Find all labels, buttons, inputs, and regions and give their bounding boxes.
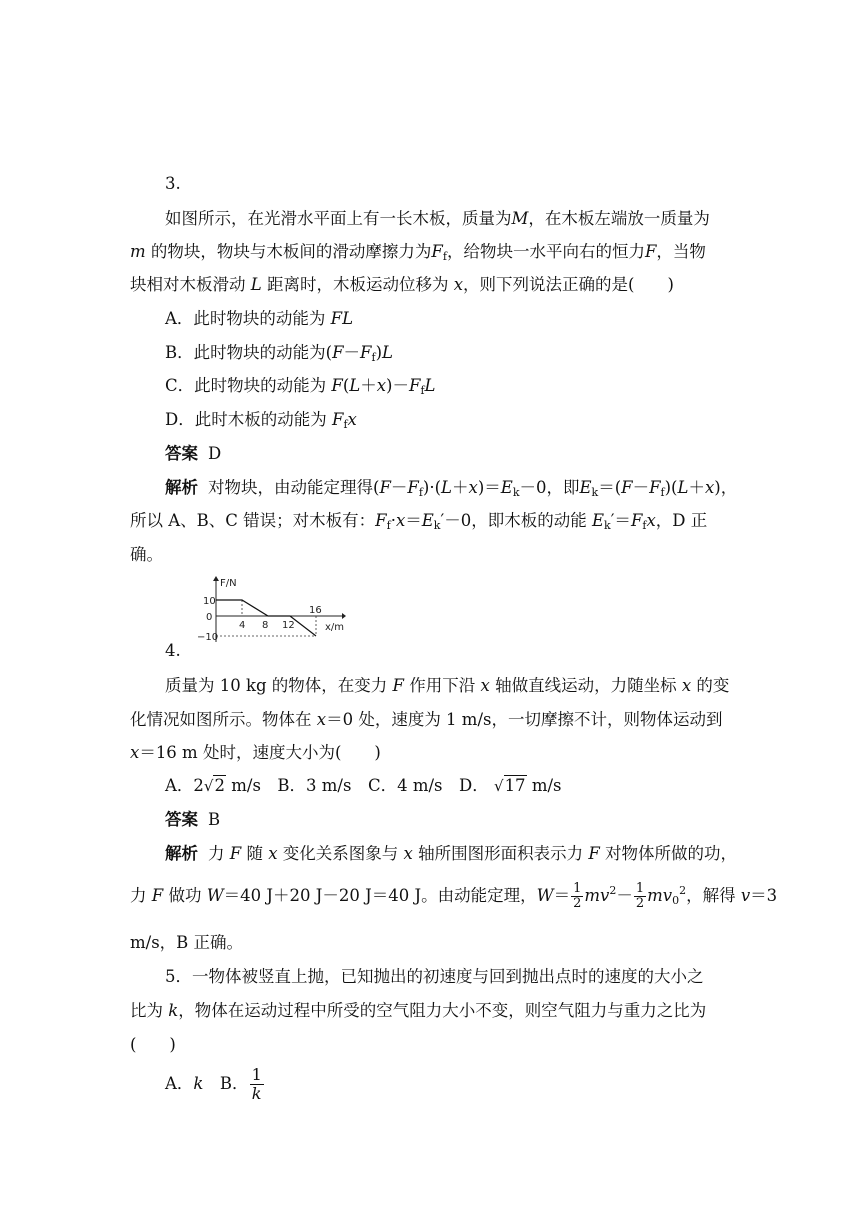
q4-analysis-line-2: 力 F 做功 W＝40 J＋20 J－20 J＝40 J。由动能定理，W＝ $\frac{1}{2}$ $mv^2-$ $\frac{1}{2}$ $mv_0^2$，解得 v＝3: [130, 881, 778, 911]
x-tick-4: 4: [239, 620, 246, 631]
q4-option-c: C．4 m/s: [367, 776, 443, 795]
q5-options: [165, 1064, 765, 1104]
question-4-number: 4.: [165, 641, 181, 660]
fraction-one-over-k: $\frac{1}{k}$: [251, 1065, 262, 1103]
q5-stem-line-3: ( ): [130, 1035, 176, 1054]
y-axis-arrow: [213, 576, 219, 581]
q4-analysis-line-3: m/s，B 正确。: [130, 933, 244, 952]
q3-option-b: B．此时物块的动能为$(F-F_f)L$: [165, 343, 393, 364]
y-tick-10: 10: [203, 596, 216, 607]
q3-option-c: C．此时物块的动能为 $F(L+x)-F_fL$: [165, 376, 436, 397]
x-tick-8: 8: [262, 620, 269, 631]
q3-analysis-line-1: 解析 对物块，由动能定理得$(F-F_f)\cdot(L+x)=E_k-0$，即$E_k=(F-F_f)(L+x)$，: [165, 478, 738, 499]
q3-stem-line-2: m 的物块，物块与木板间的滑动摩擦力为$F_f$，给物块一水平向右的恒力F，当物: [130, 242, 706, 263]
q3-analysis-line-3: 确。: [130, 545, 163, 564]
q5-stem-line-2: 比为 k，物体在运动过程中所受的空气阻力大小不变，则空气阻力与重力之比为: [130, 1001, 707, 1020]
x-tick-16: 16: [309, 605, 322, 616]
q4-analysis-line-1: 解析 力 F 随 x 变化关系图象与 x 轴所围图形面积表示力 F 对物体所做的功，: [165, 844, 738, 863]
fraction-one-half: $\frac{1}{2}$: [635, 881, 645, 911]
answer-label: 答案: [165, 810, 198, 829]
q3-option-d: D．此时木板的动能为 $F_fx$: [165, 410, 357, 431]
q4-stem-line-3: x＝16 m 处时，速度大小为( ): [130, 743, 381, 762]
q4-options: [165, 776, 765, 796]
q3-option-a: A．此时物块的动能为 FL: [165, 309, 354, 328]
q5-stem-line-1: 5．一物体被竖直上抛，已知抛出的初速度与回到抛出点时的速度的大小之: [165, 967, 704, 986]
q5-option-a: A．k: [165, 1074, 204, 1093]
y-tick-neg10: −10: [197, 632, 219, 642]
force-position-graph: [196, 576, 346, 642]
y-axis-label: F/N: [220, 578, 237, 589]
q3-stem-line-3: 块相对木板滑动 L 距离时，木板运动位移为 x，则下列说法正确的是( ): [130, 275, 674, 294]
analysis-label: 解析: [165, 844, 198, 863]
fraction-one-half: $\frac{1}{2}$: [573, 881, 582, 911]
question-3-number: 3.: [165, 174, 181, 193]
x-axis-arrow: [342, 613, 346, 619]
q3-analysis-line-2: 所以 A、B、C 错误；对木板有：$F_f\cdot x=E_k'-0$，即木板的动能 $E_k'=F_fx$，D 正: [130, 511, 708, 532]
q5-option-b: B． $\frac{1}{k}$: [219, 1065, 262, 1103]
q3-stem-line-1: 如图所示，在光滑水平面上有一长木板，质量为M，在木板左端放一质量为: [165, 209, 710, 228]
y-tick-0: 0: [206, 612, 213, 623]
q3-answer: [165, 444, 765, 464]
q4-stem-line-2: 化情况如图所示。物体在 x＝0 处，速度为 1 m/s，一切摩擦不计，则物体运动到: [130, 710, 723, 729]
q4-stem-line-1: 质量为 10 kg 的物体，在变力 F 作用下沿 x 轴做直线运动，力随坐标 x 的变: [165, 676, 730, 695]
x-axis-label: x/m: [325, 622, 345, 633]
analysis-label: 解析: [165, 478, 198, 497]
q4-option-a: A．2√2 m/s: [165, 776, 261, 795]
answer-value: D: [208, 444, 222, 463]
q4-answer: [165, 810, 765, 830]
x-tick-12: 12: [282, 620, 295, 631]
q4-option-b: B．3 m/s: [277, 776, 352, 795]
answer-value: B: [208, 810, 221, 829]
answer-label: 答案: [165, 444, 198, 463]
q4-option-d: D． √17 m/s: [459, 776, 562, 795]
